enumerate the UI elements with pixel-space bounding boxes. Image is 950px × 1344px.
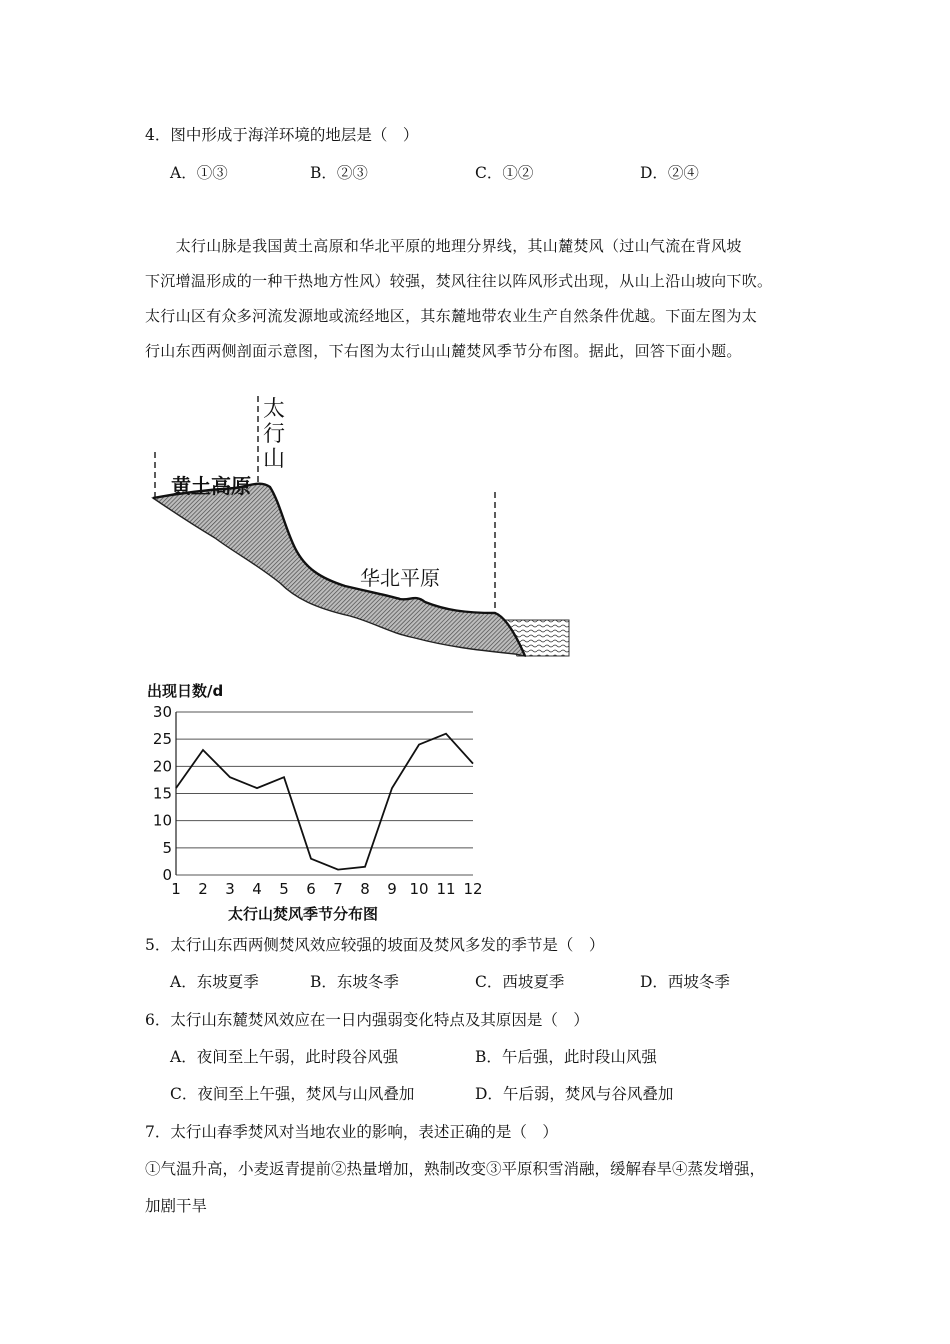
x-tick-label: 8 xyxy=(360,880,370,898)
y-tick-label: 30 xyxy=(152,703,172,721)
q5-option-d: D．西坡冬季 xyxy=(640,973,730,991)
q4-option-d: D．②④ xyxy=(640,164,699,182)
loess-plateau-label: 黄土高原 xyxy=(171,474,251,498)
chart-series-line xyxy=(176,734,473,870)
y-tick-label: 0 xyxy=(162,866,172,884)
chart-y-axis-label: 出现日数/d xyxy=(147,682,224,700)
q6-option-d: D．午后弱，焚风与谷风叠加 xyxy=(475,1085,674,1103)
y-tick-label: 15 xyxy=(152,784,172,803)
north-china-plain-label: 华北平原 xyxy=(360,566,440,590)
x-tick-label: 2 xyxy=(198,880,208,898)
chart-x-ticks xyxy=(171,880,482,898)
q7-stem: 7．太行山春季焚风对当地农业的影响，表述正确的是（ ） xyxy=(145,1123,558,1141)
x-tick-label: 1 xyxy=(171,880,181,898)
q5-option-c: C．西坡夏季 xyxy=(475,973,565,991)
terrain-cross-section xyxy=(153,484,525,656)
y-tick-label: 20 xyxy=(152,757,172,776)
y-tick-label: 10 xyxy=(152,811,172,830)
x-tick-label: 9 xyxy=(387,880,397,898)
q6-option-a: A．夜间至上午弱，此时段谷风强 xyxy=(170,1048,399,1066)
x-tick-label: 3 xyxy=(225,880,235,898)
passage-line-3: 太行山区有众多河流发源地或流经地区，其东麓地带农业生产自然条件优越。下面左图为太 xyxy=(145,307,758,325)
q5-option-b: B．东坡冬季 xyxy=(310,973,399,991)
q6-option-b: B．午后强，此时段山风强 xyxy=(475,1048,657,1066)
chart-title: 太行山焚风季节分布图 xyxy=(228,905,379,923)
x-tick-label: 12 xyxy=(463,880,483,898)
passage-line-2: 下沉增温形成的一种干热地方性风）较强，焚风往往以阵风形式出现，从山上沿山坡向下吹。 xyxy=(145,272,773,290)
chart-grid xyxy=(176,712,473,875)
passage-line-1: 太行山脉是我国黄土高原和华北平原的地理分界线，其山麓焚风（过山气流在背风坡 xyxy=(145,237,742,255)
q4-stem: 4．图中形成于海洋环境的地层是（ ） xyxy=(145,126,419,144)
x-tick-label: 4 xyxy=(252,880,262,898)
taihang-label-3: 山 xyxy=(263,447,286,472)
q4-option-a: A．①③ xyxy=(170,164,228,182)
taihang-label-2: 行 xyxy=(263,422,286,447)
y-tick-label: 5 xyxy=(162,838,172,857)
x-tick-label: 10 xyxy=(409,880,429,898)
q4-option-b: B．②③ xyxy=(310,164,368,182)
chart-y-ticks xyxy=(153,703,172,884)
passage xyxy=(145,229,800,369)
q4-option-c: C．①② xyxy=(475,164,534,182)
foehn-season-chart xyxy=(145,680,495,925)
q6-option-c: C．夜间至上午强，焚风与山风叠加 xyxy=(170,1085,415,1103)
q5-stem: 5．太行山东西两侧焚风效应较强的坡面及焚风多发的季节是（ ） xyxy=(145,936,605,954)
taihang-profile-diagram xyxy=(145,388,575,673)
passage-line-4: 行山东西两侧剖面示意图，下右图为太行山山麓焚风季节分布图。据此，回答下面小题。 xyxy=(145,342,742,360)
taihang-label-1: 太 xyxy=(263,397,286,422)
y-tick-label: 25 xyxy=(152,730,172,749)
q5-option-a: A．东坡夏季 xyxy=(170,973,259,991)
x-tick-label: 6 xyxy=(306,880,316,898)
x-tick-label: 5 xyxy=(279,880,289,898)
q7-items-line-2: 加剧干旱 xyxy=(145,1197,208,1215)
x-tick-label: 7 xyxy=(333,880,343,898)
q7-items-line-1: ①气温升高，小麦返青提前②热量增加，熟制改变③平原积雪消融，缓解春旱④蒸发增强， xyxy=(145,1160,766,1178)
q6-stem: 6．太行山东麓焚风效应在一日内强弱变化特点及其原因是（ ） xyxy=(145,1011,589,1029)
x-tick-label: 11 xyxy=(436,880,456,898)
